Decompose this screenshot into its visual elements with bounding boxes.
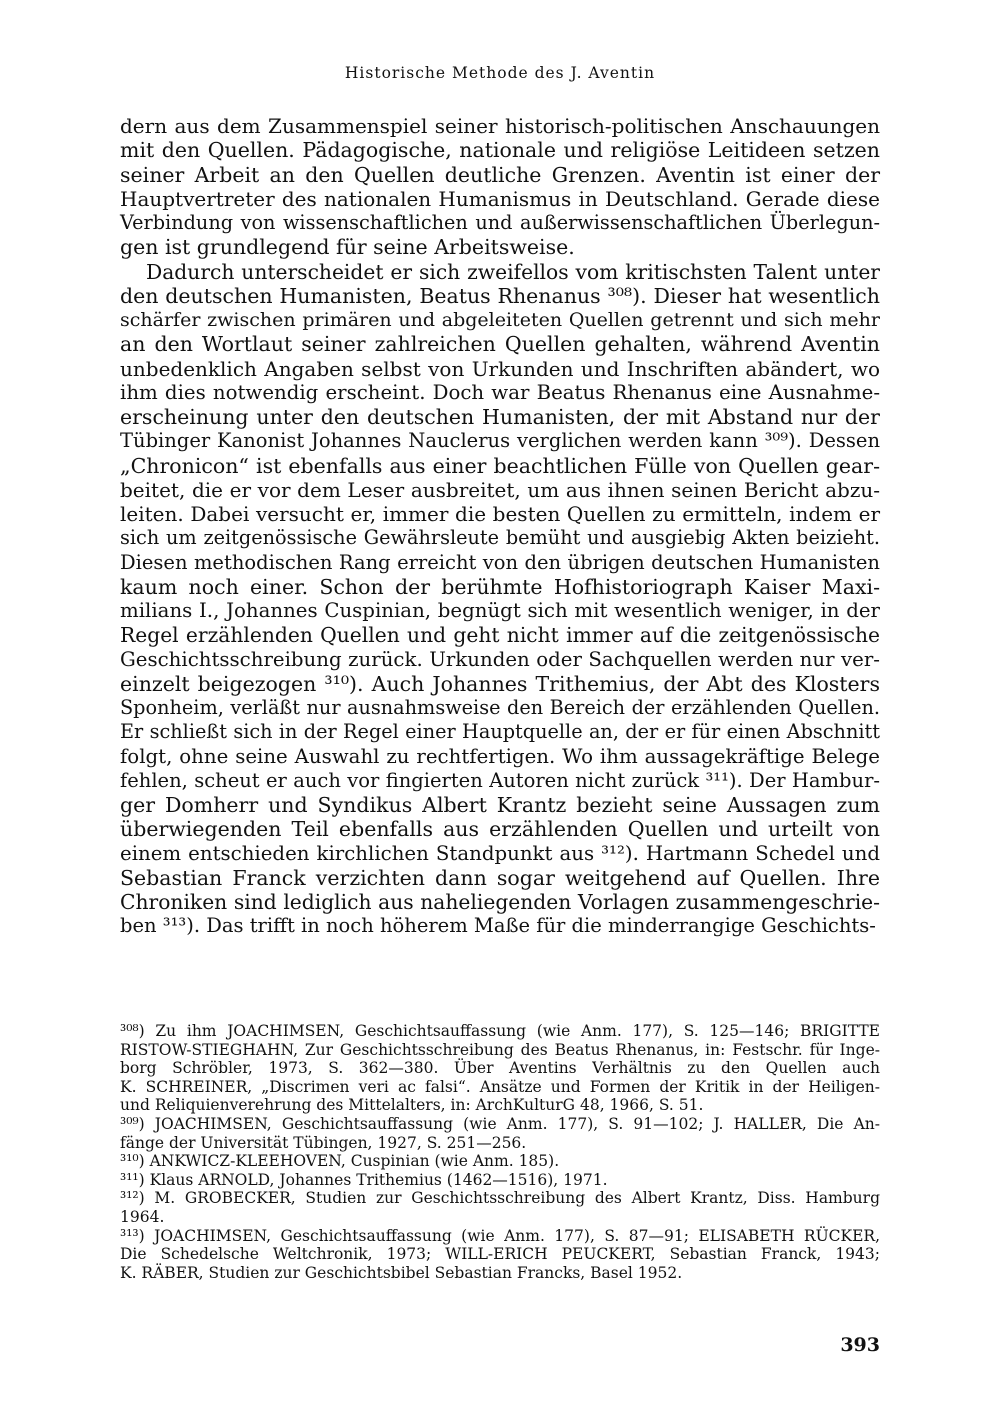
footnote-line: ³¹²) M. GROBECKER, Studien zur Geschichtsschreibung des Albert Krantz, Diss. Hamburg — [120, 1189, 880, 1208]
body-line: einem entschieden kirchlichen Standpunkt aus ³¹²). Hartmann Schedel und — [120, 841, 880, 865]
body-line: Hauptvertreter des nationalen Humanismus in Deutschland. Gerade diese — [120, 186, 880, 211]
body-line: gen ist grundlegend für seine Arbeitsweise. — [120, 235, 575, 260]
body-line: mit den Quellen. Pädagogische, nationale und religiöse Leitideen setzen — [120, 138, 880, 163]
body-line: „Chronicon“ ist ebenfalls aus einer beachtlichen Fülle von Quellen gear- — [120, 453, 880, 478]
body-line: an den Wortlaut seiner zahlreichen Quellen gehalten, während Aventin — [120, 332, 880, 357]
footnotes — [120, 1022, 880, 1282]
body-line: schärfer zwischen primären und abgeleiteten Quellen getrennt und sich mehr — [120, 309, 880, 331]
body-line: sich um zeitgenössische Gewährsleute bemüht und ausgiebig Akten beizieht. — [120, 526, 880, 550]
footnote-line: ³¹¹) Klaus ARNOLD, Johannes Trithemius (1462—1516), 1971. — [120, 1170, 608, 1189]
body-line: einzelt beigezogen ³¹⁰). Auch Johannes Trithemius, der Abt des Klosters — [120, 671, 880, 696]
footnote-line: Die Schedelsche Weltchronik, 1973; WILL-ERICH PEUCKERT, Sebastian Franck, 1943; — [120, 1245, 880, 1264]
body-line: ben ³¹³). Das trifft in noch höherem Maße für die minderrangige Geschichts- — [120, 914, 876, 938]
footnote-line: 1964. — [120, 1207, 165, 1226]
body-line: erscheinung unter den deutschen Humanisten, der mit Abstand nur der — [120, 405, 880, 429]
body-line: unbedenklich Angaben selbst von Urkunden und Inschriften abändert, wo — [120, 356, 880, 381]
running-head: Historische Methode des J. Aventin — [344, 64, 656, 82]
body-line: Tübinger Kanonist Johannes Nauclerus verglichen werden kann ³⁰⁹). Dessen — [120, 429, 880, 453]
body-line: ihm dies notwendig erscheint. Doch war Beatus Rhenanus eine Ausnahme- — [120, 380, 880, 404]
footnote-line: RISTOW-STIEGHAHN, Zur Geschichtsschreibung des Beatus Rhenanus, in: Festschr. für Inge- — [120, 1040, 880, 1059]
footnote-line: fänge der Universität Tübingen, 1927, S. 251—256. — [120, 1133, 527, 1152]
body-line: Dadurch unterscheidet er sich zweifellos vom kritischsten Talent unter — [146, 259, 880, 284]
body-line: Diesen methodischen Rang erreicht von den übrigen deutschen Humanisten — [120, 550, 880, 574]
body-line: den deutschen Humanisten, Beatus Rhenanus ³⁰⁸). Dieser hat wesentlich — [120, 283, 880, 308]
body-line: fehlen, scheut er auch vor fingierten Autoren nicht zurück ³¹¹). Der Hambur- — [120, 768, 880, 792]
footnote-line: borg Schröbler, 1973, S. 362—380. Über Aventins Verhältnis zu den Quellen auch — [120, 1059, 880, 1078]
body-line: kaum noch einer. Schon der berühmte Hofhistoriograph Kaiser Maxi- — [120, 574, 880, 599]
body-line: Geschichtsschreibung zurück. Urkunden oder Sachquellen werden nur ver- — [120, 647, 880, 671]
body-line: milians I., Johannes Cuspinian, begnügt sich mit wesentlich weniger, in der — [120, 599, 880, 622]
footnote-line: K. RÄBER, Studien zur Geschichtsbibel Sebastian Francks, Basel 1952. — [120, 1263, 683, 1282]
body-line: ger Domherr und Syndikus Albert Krantz bezieht seine Aussagen zum — [120, 793, 880, 817]
footnote-line: ³¹³) JOACHIMSEN, Geschichtsauffassung (wie Anm. 177), S. 87—91; ELISABETH RÜCKER, — [120, 1226, 880, 1245]
body-line: Er schließt sich in der Regel einer Hauptquelle an, der er für einen Abschnitt — [120, 720, 880, 744]
body-line: leiten. Dabei versucht er, immer die besten Quellen zu ermitteln, indem er — [120, 502, 880, 526]
body-line: überwiegenden Teil ebenfalls aus erzählenden Quellen und urteilt von — [120, 817, 880, 842]
body-line: dern aus dem Zusammenspiel seiner historisch-politischen Anschauungen — [120, 114, 880, 138]
footnote-line: K. SCHREINER, „Discrimen veri ac falsi“. Ansätze und Formen der Kritik in der Heiligen- — [120, 1077, 880, 1096]
body-text — [120, 114, 880, 939]
footnote-line: ³⁰⁹) JOACHIMSEN, Geschichtsauffassung (wie Anm. 177), S. 91—102; J. HALLER, Die An- — [120, 1114, 880, 1133]
body-line: Verbindung von wissenschaftlichen und außerwissenschaftlichen Überlegun- — [120, 211, 880, 234]
body-line: seiner Arbeit an den Quellen deutliche Grenzen. Aventin ist einer der — [120, 162, 880, 187]
footnote-line: ³⁰⁸) Zu ihm JOACHIMSEN, Geschichtsauffassung (wie Anm. 177), S. 125—146; BRIGITTE — [120, 1022, 880, 1040]
footnote-line: ³¹⁰) ANKWICZ-KLEEHOVEN, Cuspinian (wie Anm. 185). — [120, 1152, 560, 1171]
body-line: Chroniken sind lediglich aus naheliegenden Vorlagen zusammengeschrie- — [120, 890, 880, 914]
body-line: Sponheim, verläßt nur ausnahmsweise den Bereich der erzählenden Quellen. — [120, 696, 880, 719]
page-number: 393 — [840, 1334, 880, 1356]
body-line: folgt, ohne seine Auswahl zu rechtfertigen. Wo ihm aussagekräftige Belege — [120, 744, 880, 768]
body-line: Sebastian Franck verzichten dann sogar weitgehend auf Quellen. Ihre — [120, 865, 880, 890]
footnote-line: und Reliquienverehrung des Mittelalters, in: ArchKulturG 48, 1966, S. 51. — [120, 1096, 704, 1115]
body-line: beitet, die er vor dem Leser ausbreitet, um aus ihnen seinen Bericht abzu- — [120, 477, 880, 502]
body-line: Regel erzählenden Quellen und geht nicht immer auf die zeitgenössische — [120, 623, 880, 648]
